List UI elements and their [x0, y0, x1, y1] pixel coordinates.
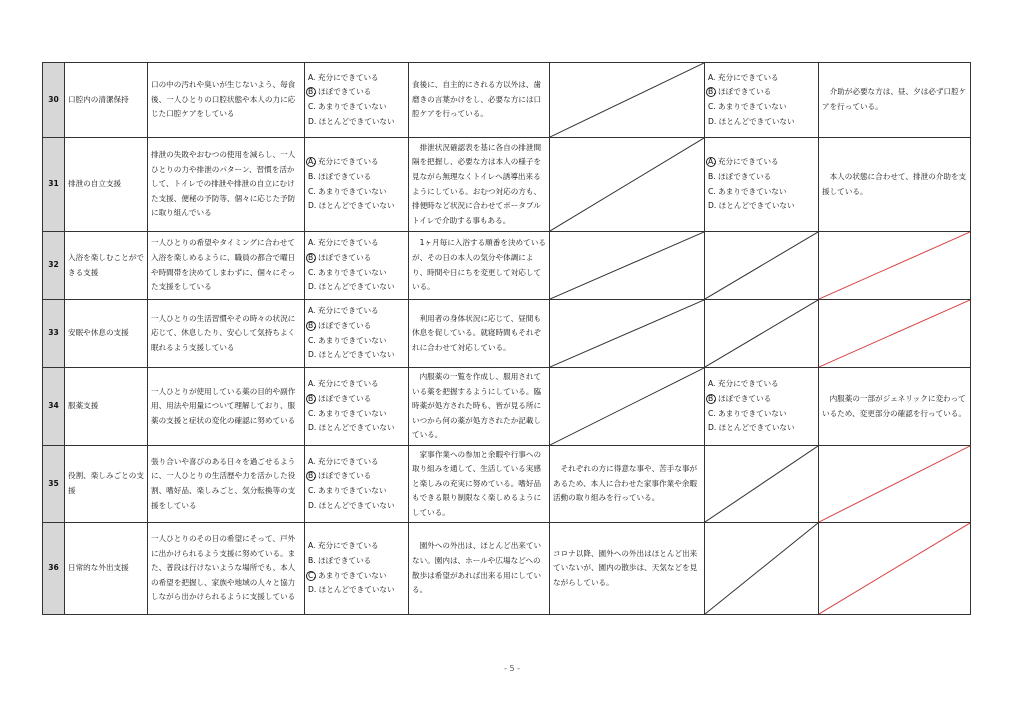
- option-c: [308, 185, 405, 200]
- external-evaluation-slashed: [705, 300, 819, 368]
- diagonal-slash: [705, 446, 818, 522]
- external-evaluation-options: [705, 368, 819, 446]
- item-description: [148, 63, 305, 138]
- item-description-text: 排泄の失敗やおむつの使用を減らし、一人ひとりの力や排泄のパターン、習慣を活かして、トイレでの排泄や排泄の自立にむけた支援、便秘の予防等、個々に応じた予防に取り組んでいる: [151, 150, 296, 218]
- next-step-slashed: [819, 446, 971, 523]
- evaluation-table: [42, 62, 971, 615]
- next-step-slashed: [819, 232, 971, 300]
- item-title-text: 役割、楽しみごとの支援: [68, 471, 144, 495]
- option-c: [708, 407, 815, 422]
- diagonal-slash: [550, 232, 704, 299]
- external-evaluation-options: [705, 63, 819, 138]
- option-label: B. ほぼできている: [308, 555, 372, 565]
- practice-status-text: 利用者の身体状況に応じて、昼間も休息を促している。就寝時間もそれぞれに合わせて対応している。: [412, 313, 542, 352]
- practice-status-text: 食後に、自主的にされる方以外は、歯磨きの言葉かけをし、必要な方には口腔ケアを行っている。: [412, 80, 542, 119]
- option-label: A. 充分にできている: [708, 157, 779, 167]
- item-title: [65, 368, 148, 446]
- next-step-note-text: 介助が必要な方は、昼、夕は必ず口腔ケアを行っている。: [822, 87, 967, 111]
- next-step-slashed: [819, 300, 971, 368]
- option-label: C. あまりできていない: [308, 570, 387, 580]
- item-number-text: 32: [48, 260, 59, 270]
- red-diagonal-slash: [819, 446, 970, 522]
- self-evaluation-options: [305, 63, 409, 138]
- option-label: D. ほとんどできていない: [708, 201, 795, 211]
- practice-status: [409, 446, 550, 523]
- option-b: [708, 85, 815, 100]
- option-d: [308, 348, 405, 363]
- option-label: D. ほとんどできていない: [308, 585, 395, 595]
- option-c: [308, 334, 405, 349]
- practice-status: [409, 63, 550, 138]
- red-diagonal-slash: [819, 232, 970, 299]
- item-title-text: 安眠や休息の支援: [68, 328, 129, 338]
- diagonal-slash: [550, 300, 704, 367]
- item-description-text: 一人ひとりの生活習慣やその時々の状況に応じて、休息したり、安心して気持ちよく眠れるよう支援している: [151, 313, 296, 352]
- item-title: [65, 232, 148, 300]
- self-evaluation-options: [305, 138, 409, 232]
- item-number: [43, 523, 65, 615]
- self-evaluation-options: [305, 446, 409, 523]
- table-row: [43, 523, 971, 615]
- option-a: [308, 304, 405, 319]
- external-comment: [550, 446, 705, 523]
- option-label: B. ほぼできている: [708, 393, 772, 403]
- option-b: [308, 392, 405, 407]
- option-a: [708, 377, 815, 392]
- diagonal-slash: [705, 300, 818, 367]
- table-row: [43, 138, 971, 232]
- external-comment-slashed: [550, 368, 705, 446]
- option-a: [308, 71, 405, 86]
- option-label: B. ほぼできている: [308, 171, 372, 181]
- option-label: A. 充分にできている: [308, 157, 379, 167]
- diagonal-slash: [550, 368, 704, 445]
- option-b: [708, 392, 815, 407]
- external-comment: [550, 523, 705, 615]
- option-d: [708, 199, 815, 214]
- item-description: [148, 138, 305, 232]
- item-title: [65, 63, 148, 138]
- selected-circle-icon: [306, 394, 316, 404]
- option-label: C. あまりできていない: [708, 408, 787, 418]
- practice-status-text: 排泄状況確認表を基に各自の排泄間隔を把握し、必要な方は本人の様子を見ながら無理なくトイレへ誘導出来るようにしている。おむつ対応の方も、排便時など状況に合わせてポータブルトイレで介助する事もある。: [412, 142, 542, 225]
- option-label: C. あまりできていない: [308, 102, 387, 111]
- option-c: [308, 484, 405, 499]
- option-label: A. 充分にできている: [308, 541, 379, 551]
- option-label: B. ほぼできている: [308, 87, 372, 97]
- external-evaluation-options: [705, 138, 819, 232]
- option-label: B. ほぼできている: [308, 320, 372, 330]
- item-number-text: 35: [48, 478, 59, 488]
- option-d: [708, 115, 815, 130]
- option-a: [708, 155, 815, 170]
- next-step-note: [819, 368, 971, 446]
- next-step-note-text: 本人の状態に合わせて、排泄の介助を支援している。: [822, 171, 967, 196]
- selected-circle-icon: [706, 394, 716, 404]
- option-label: C. あまりできていない: [308, 335, 387, 345]
- item-title-text: 入浴を楽しむことができる支援: [68, 252, 144, 277]
- item-title-text: 服薬支援: [68, 401, 99, 411]
- item-description: [148, 232, 305, 300]
- option-d: [308, 199, 405, 214]
- item-title: [65, 300, 148, 368]
- option-label: A. 充分にできている: [308, 238, 379, 248]
- item-title: [65, 138, 148, 232]
- option-label: B. ほぼできている: [308, 252, 372, 262]
- item-number: [43, 232, 65, 300]
- selected-circle-icon: [306, 571, 316, 581]
- practice-status: [409, 523, 550, 615]
- selected-circle-icon: [306, 253, 316, 263]
- option-label: C. あまりできていない: [308, 186, 387, 196]
- external-comment-slashed: [550, 138, 705, 232]
- option-label: B. ほぼできている: [708, 171, 772, 181]
- item-description: [148, 300, 305, 368]
- practice-status-text: 1ヶ月毎に入浴する順番を決めているが、その日の本人の気分や体調により、時間や日にちを変更して対応している。: [412, 238, 546, 292]
- option-d: [308, 280, 405, 295]
- item-description-text: 一人ひとりのその日の希望にそって、戸外に出かけられるよう支援に努めている。また、普段は行けないような場所でも、本人の希望を把握し、家族や地域の人々と協力しながら出かけられるように支援している: [151, 534, 296, 602]
- item-description-text: 張り合いや喜びのある日々を過ごせるように、一人ひとりの生活歴や力を活かした役割、嗜好品、楽しみごと、気分転換等の支援をしている: [151, 456, 296, 510]
- item-description-text: 口の中の汚れや臭いが生じないよう、毎食後、一人ひとりの口腔状態や本人の力に応じた口腔ケアをしている: [151, 80, 296, 119]
- option-d: [308, 421, 405, 436]
- option-a: [308, 539, 405, 554]
- option-d: [308, 583, 405, 598]
- diagonal-slash: [550, 63, 704, 137]
- option-c: [708, 185, 815, 200]
- option-a: [308, 455, 405, 470]
- option-b: [308, 554, 405, 569]
- option-d: [308, 115, 405, 130]
- practice-status-text: 園外への外出は、ほとんど出来ていない。園内は、ホールや広場などへの散歩は希望があれば出来る用にしている。: [412, 541, 542, 595]
- option-label: C. あまりできていない: [308, 408, 387, 418]
- option-c: [308, 100, 405, 115]
- item-number: [43, 446, 65, 523]
- option-label: C. あまりできていない: [308, 486, 387, 495]
- option-label: D. ほとんどできていない: [308, 500, 395, 510]
- option-b: [308, 251, 405, 266]
- option-label: B. ほぼできている: [308, 471, 372, 481]
- option-label: A. 充分にできている: [708, 379, 779, 389]
- diagonal-slash: [705, 523, 818, 614]
- option-label: C. あまりできていない: [308, 267, 387, 277]
- item-number: [43, 368, 65, 446]
- item-description: [148, 523, 305, 615]
- option-b: [308, 85, 405, 100]
- option-label: A. 充分にできている: [308, 456, 379, 466]
- option-c: [308, 569, 405, 584]
- red-diagonal-slash: [819, 523, 970, 614]
- next-step-note: [819, 138, 971, 232]
- option-label: C. あまりできていない: [708, 186, 787, 196]
- item-number-text: 34: [48, 401, 59, 411]
- option-c: [708, 100, 815, 115]
- red-diagonal-slash: [819, 300, 970, 367]
- item-title-text: 排泄の自立支援: [68, 179, 122, 189]
- item-number: [43, 300, 65, 368]
- practice-status-text: 家事作業への参加と余暇や行事への取り組みを通して、生活している実感と楽しみの充実に努めている。嗜好品もできる限り制限なく楽しめるようにしている。: [412, 449, 542, 517]
- option-label: D. ほとんどできていない: [308, 116, 395, 126]
- option-b: [308, 170, 405, 185]
- table-row: [43, 300, 971, 368]
- option-c: [308, 407, 405, 422]
- option-d: [708, 421, 815, 436]
- external-evaluation-slashed: [705, 446, 819, 523]
- option-label: A. 充分にできている: [308, 72, 379, 82]
- item-number-text: 36: [48, 563, 59, 573]
- external-comment-slashed: [550, 300, 705, 368]
- practice-status-text: 内服薬の一覧を作成し、服用されている薬を把握するようにしている。臨時薬が処方された時も、皆が見る所にいつから何の薬が処方されたか記載している。: [412, 372, 542, 440]
- external-comment-slashed: [550, 232, 705, 300]
- item-number-text: 31: [48, 179, 59, 189]
- external-comment-text: コロナ以降、園外への外出はほとんど出来ていないが、園内の散歩は、天気などを見ながらしている。: [553, 548, 698, 587]
- external-evaluation-slashed: [705, 232, 819, 300]
- table-row: [43, 368, 971, 446]
- diagonal-slash: [550, 138, 704, 231]
- option-b: [708, 170, 815, 185]
- self-evaluation-options: [305, 368, 409, 446]
- table-row: [43, 232, 971, 300]
- option-label: D. ほとんどできていない: [308, 423, 395, 433]
- item-number-text: 33: [48, 328, 59, 338]
- next-step-note-text: 内服薬の一部がジェネリックに変わっているため、変更部分の確認を行っている。: [822, 393, 966, 418]
- practice-status: [409, 138, 550, 232]
- table-row: [43, 63, 971, 138]
- selected-circle-icon: [306, 321, 316, 331]
- self-evaluation-options: [305, 523, 409, 615]
- item-description-text: 一人ひとりの希望やタイミングに合わせて入浴を楽しめるように、職員の都合で曜日や時間帯を決めてしまわずに、個々にそった支援をしている: [151, 238, 296, 292]
- option-label: B. ほぼできている: [708, 87, 772, 97]
- item-title: [65, 523, 148, 615]
- practice-status: [409, 300, 550, 368]
- practice-status: [409, 368, 550, 446]
- option-a: [308, 377, 405, 392]
- option-label: B. ほぼできている: [308, 393, 372, 403]
- option-b: [308, 319, 405, 334]
- next-step-slashed: [819, 523, 971, 615]
- item-number: [43, 63, 65, 138]
- option-label: D. ほとんどできていない: [308, 201, 395, 211]
- option-label: D. ほとんどできていない: [708, 116, 795, 126]
- external-comment-text: それぞれの方に得意な事や、苦手な事があるため、本人に合わせた家事作業や余暇活動の取り組みを行っている。: [553, 464, 698, 503]
- external-evaluation-slashed: [705, 523, 819, 615]
- page-number: - 5 -: [504, 664, 520, 673]
- table-row: [43, 446, 971, 523]
- option-a: [708, 71, 815, 86]
- option-label: A. 充分にできている: [308, 379, 379, 389]
- option-label: D. ほとんどできていない: [308, 282, 395, 292]
- item-description: [148, 446, 305, 523]
- next-step-note: [819, 63, 971, 138]
- option-label: D. ほとんどできていない: [308, 350, 395, 360]
- option-a: [308, 155, 405, 170]
- item-number: [43, 138, 65, 232]
- diagonal-slash: [705, 232, 818, 299]
- item-description: [148, 368, 305, 446]
- option-c: [308, 266, 405, 281]
- practice-status: [409, 232, 550, 300]
- option-label: A. 充分にできている: [708, 72, 779, 82]
- item-number-text: 30: [48, 94, 59, 104]
- item-description-text: 一人ひとりが使用している薬の目的や副作用、用法や用量について理解しており、服薬の支援と症状の変化の確認に努めている: [151, 386, 296, 425]
- self-evaluation-options: [305, 232, 409, 300]
- option-b: [308, 469, 405, 484]
- external-comment-slashed: [550, 63, 705, 138]
- self-evaluation-options: [305, 300, 409, 368]
- option-label: A. 充分にできている: [308, 306, 379, 316]
- item-title-text: 日常的な外出支援: [68, 563, 129, 573]
- item-title-text: 口腔内の清潔保持: [68, 94, 129, 104]
- option-label: C. あまりできていない: [708, 102, 787, 111]
- option-a: [308, 236, 405, 251]
- option-d: [308, 499, 405, 514]
- option-label: D. ほとんどできていない: [708, 423, 795, 433]
- item-title: [65, 446, 148, 523]
